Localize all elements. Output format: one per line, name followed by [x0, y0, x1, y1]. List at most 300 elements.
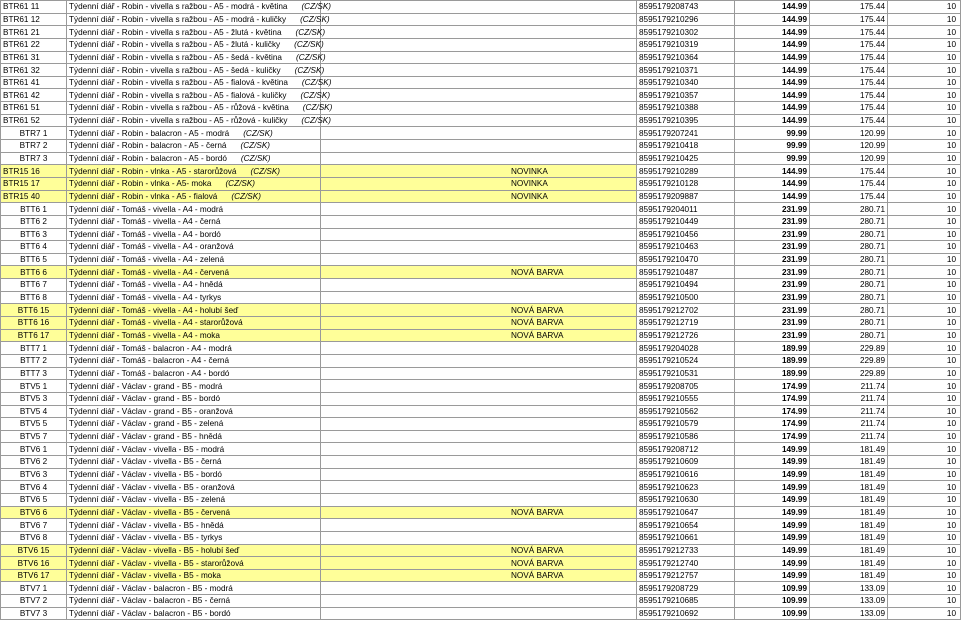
product-code: BTV6 17 — [1, 569, 67, 582]
table-row — [1, 114, 961, 127]
product-note: NOVÁ BARVA — [321, 506, 637, 519]
table-row — [1, 76, 961, 89]
ean-code: 8595179210395 — [637, 114, 735, 127]
product-description — [67, 493, 321, 506]
pack-quantity: 10 — [888, 76, 961, 89]
price-incl-vat: 120.99 — [810, 152, 888, 165]
price-incl-vat: 280.71 — [810, 266, 888, 279]
price-incl-vat: 120.99 — [810, 127, 888, 140]
price-incl-vat: 181.49 — [810, 569, 888, 582]
region-suffix: (CZ/SK) — [295, 27, 326, 37]
product-description — [67, 582, 321, 595]
product-code: BTV7 1 — [1, 582, 67, 595]
price-excl-vat: 231.99 — [735, 291, 810, 304]
product-note — [321, 26, 637, 39]
price-incl-vat: 175.44 — [810, 1, 888, 14]
pack-quantity: 10 — [888, 367, 961, 380]
product-note — [321, 152, 637, 165]
product-code: BTV6 2 — [1, 456, 67, 469]
table-row — [1, 392, 961, 405]
table-row — [1, 190, 961, 203]
table-row — [1, 203, 961, 216]
table-row — [1, 443, 961, 456]
table-row — [1, 13, 961, 26]
product-code: BTT6 15 — [1, 304, 67, 317]
product-description — [67, 102, 333, 115]
product-description — [67, 89, 331, 102]
product-note — [321, 51, 637, 64]
product-description — [67, 531, 321, 544]
price-incl-vat: 175.44 — [810, 26, 888, 39]
product-name: Týdenní diář - Václav - balacron - B5 - bordó — [69, 609, 231, 619]
region-suffix: (CZ/SK) — [225, 179, 256, 189]
product-description — [67, 443, 321, 456]
region-suffix: (CZ/SK) — [300, 14, 330, 24]
ean-code: 8595179210531 — [637, 367, 735, 380]
product-name: Týdenní diář - Václav - vivella - B5 - holubí šeď — [69, 545, 240, 555]
product-description — [67, 215, 321, 228]
table-row — [1, 253, 961, 266]
product-name: Týdenní diář - Tomáš - balacron - A4 - modrá — [69, 343, 232, 353]
table-row — [1, 354, 961, 367]
price-incl-vat: 181.49 — [810, 468, 888, 481]
product-name: Týdenní diář - Robin - vivella s ražbou - A5 - modrá - květina — [69, 2, 288, 12]
table-row — [1, 127, 961, 140]
price-incl-vat: 181.49 — [810, 557, 888, 570]
table-row — [1, 228, 961, 241]
product-note — [321, 493, 637, 506]
product-name: Týdenní diář - Václav - vivella - B5 - červená — [69, 507, 231, 517]
ean-code: 8595179207241 — [637, 127, 735, 140]
product-code: BTV6 6 — [1, 506, 67, 519]
price-excl-vat: 149.99 — [735, 456, 810, 469]
product-note — [321, 203, 637, 216]
price-excl-vat: 149.99 — [735, 443, 810, 456]
region-suffix: (CZ/SK) — [231, 191, 261, 201]
product-description — [67, 64, 325, 77]
price-incl-vat: 133.09 — [810, 582, 888, 595]
ean-code: 8595179208729 — [637, 582, 735, 595]
pack-quantity: 10 — [888, 177, 961, 190]
table-row — [1, 317, 961, 330]
table-row — [1, 38, 961, 51]
product-name: Týdenní diář - Tomáš - vivella - A4 - bordó — [69, 229, 221, 239]
product-name: Týdenní diář - Robin - vlnka - A5- moka — [69, 179, 212, 189]
product-code: BTT6 3 — [1, 228, 67, 241]
product-description — [67, 506, 321, 519]
ean-code: 8595179210661 — [637, 531, 735, 544]
table-row — [1, 418, 961, 431]
product-note — [321, 76, 637, 89]
product-description — [67, 430, 321, 443]
price-excl-vat: 231.99 — [735, 203, 810, 216]
product-note — [321, 228, 637, 241]
product-code: BTT7 2 — [1, 354, 67, 367]
price-incl-vat: 181.49 — [810, 531, 888, 544]
product-note — [321, 279, 637, 292]
pack-quantity: 10 — [888, 140, 961, 153]
product-note — [321, 380, 637, 393]
product-description — [67, 557, 321, 570]
price-incl-vat: 175.44 — [810, 89, 888, 102]
ean-code: 8595179208705 — [637, 380, 735, 393]
table-row — [1, 569, 961, 582]
price-excl-vat: 149.99 — [735, 481, 810, 494]
price-incl-vat: 229.89 — [810, 342, 888, 355]
pack-quantity: 10 — [888, 291, 961, 304]
table-row — [1, 241, 961, 254]
ean-code: 8595179210500 — [637, 291, 735, 304]
table-row — [1, 544, 961, 557]
product-note — [321, 582, 637, 595]
product-code: BTV6 5 — [1, 493, 67, 506]
product-code: BTR15 40 — [1, 190, 67, 203]
ean-code: 8595179212702 — [637, 304, 735, 317]
product-name: Týdenní diář - Robin - vivella s ražbou - A5 - růžová - květina — [69, 103, 289, 113]
table-row — [1, 26, 961, 39]
pack-quantity: 10 — [888, 253, 961, 266]
product-name: Týdenní diář - Tomáš - vivella - A4 - zelená — [69, 255, 225, 265]
product-note: NOVÁ BARVA — [321, 304, 637, 317]
ean-code: 8595179204011 — [637, 203, 735, 216]
product-description — [67, 279, 321, 292]
pack-quantity: 10 — [888, 228, 961, 241]
price-excl-vat: 149.99 — [735, 569, 810, 582]
price-excl-vat: 109.99 — [735, 582, 810, 595]
pack-quantity: 10 — [888, 354, 961, 367]
pack-quantity: 10 — [888, 127, 961, 140]
price-incl-vat: 211.74 — [810, 405, 888, 418]
product-code: BTV5 7 — [1, 430, 67, 443]
pack-quantity: 10 — [888, 418, 961, 431]
product-name: Týdenní diář - Tomáš - vivella - A4 - hnědá — [69, 280, 223, 290]
product-description — [67, 354, 321, 367]
price-excl-vat: 231.99 — [735, 241, 810, 254]
table-row — [1, 430, 961, 443]
pack-quantity: 10 — [888, 89, 961, 102]
table-row — [1, 279, 961, 292]
product-code: BTT7 1 — [1, 342, 67, 355]
product-description — [67, 140, 321, 153]
ean-code: 8595179210128 — [637, 177, 735, 190]
ean-code: 8595179210494 — [637, 279, 735, 292]
product-description — [67, 380, 321, 393]
price-excl-vat: 174.99 — [735, 405, 810, 418]
pack-quantity: 10 — [888, 190, 961, 203]
region-suffix: (CZ/SK) — [250, 166, 281, 176]
price-excl-vat: 174.99 — [735, 430, 810, 443]
product-note — [321, 418, 637, 431]
product-code: BTV6 15 — [1, 544, 67, 557]
product-code: BTV6 3 — [1, 468, 67, 481]
product-code: BTV6 4 — [1, 481, 67, 494]
table-row — [1, 506, 961, 519]
product-note: NOVÁ BARVA — [321, 317, 637, 330]
product-name: Týdenní diář - Václav - vivella - B5 - hnědá — [69, 520, 224, 530]
product-name: Týdenní diář - Václav - grand - B5 - modrá — [69, 381, 223, 391]
region-suffix: (CZ/SK) — [295, 52, 326, 62]
product-name: Týdenní diář - Robin - vlnka - A5 - fialová — [69, 191, 218, 201]
ean-code: 8595179212733 — [637, 544, 735, 557]
price-incl-vat: 133.09 — [810, 607, 888, 620]
price-excl-vat: 174.99 — [735, 380, 810, 393]
product-code: BTV6 16 — [1, 557, 67, 570]
table-row — [1, 165, 961, 178]
product-code: BTV5 1 — [1, 380, 67, 393]
product-note — [321, 102, 637, 115]
ean-code: 8595179210340 — [637, 76, 735, 89]
product-note — [321, 607, 637, 620]
product-description — [67, 519, 321, 532]
product-name: Týdenní diář - Václav - vivella - B5 - moka — [69, 571, 221, 581]
pack-quantity: 10 — [888, 241, 961, 254]
ean-code: 8595179212757 — [637, 569, 735, 582]
product-code: BTR61 12 — [1, 13, 67, 26]
pack-quantity: 10 — [888, 215, 961, 228]
product-code: BTR61 51 — [1, 102, 67, 115]
product-description — [67, 51, 326, 64]
ean-code: 8595179210609 — [637, 456, 735, 469]
product-note: NOVÁ BARVA — [321, 569, 637, 582]
product-name: Týdenní diář - Robin - vlnka - A5 - starorůžová — [69, 166, 237, 176]
pack-quantity: 10 — [888, 456, 961, 469]
price-incl-vat: 280.71 — [810, 317, 888, 330]
pack-quantity: 10 — [888, 430, 961, 443]
price-excl-vat: 99.99 — [735, 152, 810, 165]
price-excl-vat: 231.99 — [735, 304, 810, 317]
price-excl-vat: 149.99 — [735, 468, 810, 481]
price-incl-vat: 211.74 — [810, 430, 888, 443]
product-name: Týdenní diář - Tomáš - balacron - A4 - černá — [69, 356, 230, 366]
ean-code: 8595179210364 — [637, 51, 735, 64]
product-code: BTT6 7 — [1, 279, 67, 292]
pack-quantity: 10 — [888, 493, 961, 506]
price-incl-vat: 181.49 — [810, 519, 888, 532]
price-excl-vat: 149.99 — [735, 519, 810, 532]
price-incl-vat: 280.71 — [810, 329, 888, 342]
price-excl-vat: 109.99 — [735, 595, 810, 608]
product-code: BTT6 6 — [1, 266, 67, 279]
product-name: Týdenní diář - Václav - vivella - B5 - bordó — [69, 470, 222, 480]
product-name: Týdenní diář - Tomáš - vivella - A4 - modrá — [69, 204, 224, 214]
product-note — [321, 392, 637, 405]
table-row — [1, 64, 961, 77]
price-incl-vat: 211.74 — [810, 392, 888, 405]
ean-code: 8595179210357 — [637, 89, 735, 102]
product-note — [321, 519, 637, 532]
table-row — [1, 481, 961, 494]
product-code: BTR61 11 — [1, 1, 67, 14]
product-note — [321, 89, 637, 102]
pack-quantity: 10 — [888, 203, 961, 216]
product-code: BTT6 17 — [1, 329, 67, 342]
product-code: BTR61 52 — [1, 114, 67, 127]
price-excl-vat: 231.99 — [735, 215, 810, 228]
price-excl-vat: 189.99 — [735, 354, 810, 367]
ean-code: 8595179208743 — [637, 1, 735, 14]
product-name: Týdenní diář - Robin - vivella s ražbou - A5 - modrá - kuličky — [69, 14, 287, 24]
product-note — [321, 405, 637, 418]
product-code: BTV7 3 — [1, 607, 67, 620]
product-name: Týdenní diář - Václav - balacron - B5 - modrá — [69, 583, 233, 593]
product-code: BTR15 17 — [1, 177, 67, 190]
price-excl-vat: 144.99 — [735, 13, 810, 26]
pack-quantity: 10 — [888, 64, 961, 77]
product-name: Týdenní diář - Tomáš - vivella - A4 - holubí šeď — [69, 305, 239, 315]
product-name: Týdenní diář - Václav - vivella - B5 - modrá — [69, 444, 225, 454]
price-excl-vat: 144.99 — [735, 26, 810, 39]
product-code: BTR7 2 — [1, 140, 67, 153]
product-code: BTT6 8 — [1, 291, 67, 304]
price-incl-vat: 181.49 — [810, 481, 888, 494]
ean-code: 8595179210425 — [637, 152, 735, 165]
ean-code: 8595179212719 — [637, 317, 735, 330]
price-excl-vat: 144.99 — [735, 76, 810, 89]
product-name: Týdenní diář - Robin - balacron - A5 - bordó — [69, 154, 227, 163]
pack-quantity: 10 — [888, 405, 961, 418]
product-name: Týdenní diář - Robin - vivella s ražbou - A5 - šedá - květina — [69, 52, 282, 62]
product-description — [67, 152, 321, 165]
price-excl-vat: 149.99 — [735, 557, 810, 570]
product-name: Týdenní diář - Tomáš - vivella - A4 - červená — [69, 267, 230, 277]
table-row — [1, 215, 961, 228]
ean-code: 8595179210623 — [637, 481, 735, 494]
product-description — [67, 1, 332, 14]
region-suffix: (CZ/SK) — [302, 103, 333, 113]
price-incl-vat: 280.71 — [810, 241, 888, 254]
pack-quantity: 10 — [888, 266, 961, 279]
product-name: Týdenní diář - Václav - grand - B5 - zelená — [69, 419, 224, 429]
region-suffix: (CZ/SK) — [240, 154, 271, 163]
price-excl-vat: 99.99 — [735, 127, 810, 140]
table-row — [1, 152, 961, 165]
pack-quantity: 10 — [888, 506, 961, 519]
price-incl-vat: 280.71 — [810, 279, 888, 292]
product-description — [67, 304, 321, 317]
pack-quantity: 10 — [888, 26, 961, 39]
price-incl-vat: 175.44 — [810, 38, 888, 51]
price-excl-vat: 231.99 — [735, 266, 810, 279]
ean-code: 8595179210692 — [637, 607, 735, 620]
price-excl-vat: 189.99 — [735, 367, 810, 380]
product-code: BTV5 4 — [1, 405, 67, 418]
product-note — [321, 215, 637, 228]
product-name: Týdenní diář - Robin - vivella s ražbou - A5 - šedá - kuličky — [69, 65, 281, 75]
table-row — [1, 519, 961, 532]
pack-quantity: 10 — [888, 392, 961, 405]
pack-quantity: 10 — [888, 329, 961, 342]
product-note — [321, 481, 637, 494]
region-suffix: (CZ/SK) — [301, 116, 331, 126]
product-code: BTV5 3 — [1, 392, 67, 405]
pack-quantity: 10 — [888, 38, 961, 51]
price-incl-vat: 280.71 — [810, 304, 888, 317]
price-incl-vat: 175.44 — [810, 114, 888, 127]
price-incl-vat: 229.89 — [810, 354, 888, 367]
price-incl-vat: 280.71 — [810, 291, 888, 304]
table-row — [1, 468, 961, 481]
ean-code: 8595179210647 — [637, 506, 735, 519]
product-description — [67, 367, 321, 380]
product-code: BTR15 16 — [1, 165, 67, 178]
pack-quantity: 10 — [888, 279, 961, 292]
table-row — [1, 304, 961, 317]
table-row — [1, 177, 961, 190]
price-incl-vat: 175.44 — [810, 51, 888, 64]
pack-quantity: 10 — [888, 51, 961, 64]
table-row — [1, 51, 961, 64]
table-row — [1, 607, 961, 620]
price-incl-vat: 175.44 — [810, 64, 888, 77]
ean-code: 8595179212726 — [637, 329, 735, 342]
ean-code: 8595179210463 — [637, 241, 735, 254]
price-excl-vat: 99.99 — [735, 140, 810, 153]
price-incl-vat: 280.71 — [810, 203, 888, 216]
price-excl-vat: 144.99 — [735, 102, 810, 115]
price-excl-vat: 149.99 — [735, 531, 810, 544]
product-note — [321, 13, 637, 26]
ean-code: 8595179210487 — [637, 266, 735, 279]
product-name: Týdenní diář - Tomáš - balacron - A4 - bordó — [69, 368, 230, 378]
product-name: Týdenní diář - Václav - vivella - B5 - tyrkys — [69, 533, 223, 543]
product-code: BTV7 2 — [1, 595, 67, 608]
product-description — [67, 392, 321, 405]
price-excl-vat: 174.99 — [735, 392, 810, 405]
product-name: Týdenní diář - Václav - balacron - B5 - černá — [69, 596, 231, 606]
table-row — [1, 266, 961, 279]
product-name: Týdenní diář - Václav - grand - B5 - hnědá — [69, 432, 222, 442]
table-row — [1, 89, 961, 102]
product-note — [321, 531, 637, 544]
product-description — [67, 203, 321, 216]
pack-quantity: 10 — [888, 468, 961, 481]
ean-code: 8595179210296 — [637, 13, 735, 26]
price-incl-vat: 181.49 — [810, 544, 888, 557]
ean-code: 8595179210524 — [637, 354, 735, 367]
product-code: BTV6 1 — [1, 443, 67, 456]
price-incl-vat: 211.74 — [810, 380, 888, 393]
product-description — [67, 418, 321, 431]
ean-code: 8595179209887 — [637, 190, 735, 203]
product-note: NOVINKA — [321, 177, 637, 190]
price-incl-vat: 280.71 — [810, 215, 888, 228]
product-description — [67, 544, 321, 557]
product-name: Týdenní diář - Tomáš - vivella - A4 - moka — [69, 330, 220, 340]
table-row — [1, 291, 961, 304]
product-note — [321, 1, 637, 14]
ean-code: 8595179210302 — [637, 26, 735, 39]
pack-quantity: 10 — [888, 1, 961, 14]
product-note: NOVÁ BARVA — [321, 544, 637, 557]
product-name: Týdenní diář - Robin - vivella s ražbou - A5 - fialová - kuličky — [69, 90, 287, 100]
pack-quantity: 10 — [888, 443, 961, 456]
product-name: Týdenní diář - Robin - vivella s ražbou - A5 - fialová - květina — [69, 78, 288, 88]
price-excl-vat: 231.99 — [735, 317, 810, 330]
product-note — [321, 241, 637, 254]
product-name: Týdenní diář - Robin - vivella s ražbou - A5 - růžová - kuličky — [69, 116, 288, 126]
table-row — [1, 456, 961, 469]
product-note — [321, 64, 637, 77]
product-name: Týdenní diář - Václav - vivella - B5 - zelená — [69, 495, 226, 505]
product-note — [321, 38, 637, 51]
price-excl-vat: 231.99 — [735, 228, 810, 241]
product-note — [321, 253, 637, 266]
price-excl-vat: 149.99 — [735, 544, 810, 557]
product-description — [67, 114, 331, 127]
product-name: Týdenní diář - Václav - vivella - B5 - starorůžová — [69, 558, 244, 568]
price-excl-vat: 149.99 — [735, 493, 810, 506]
product-description — [67, 481, 321, 494]
